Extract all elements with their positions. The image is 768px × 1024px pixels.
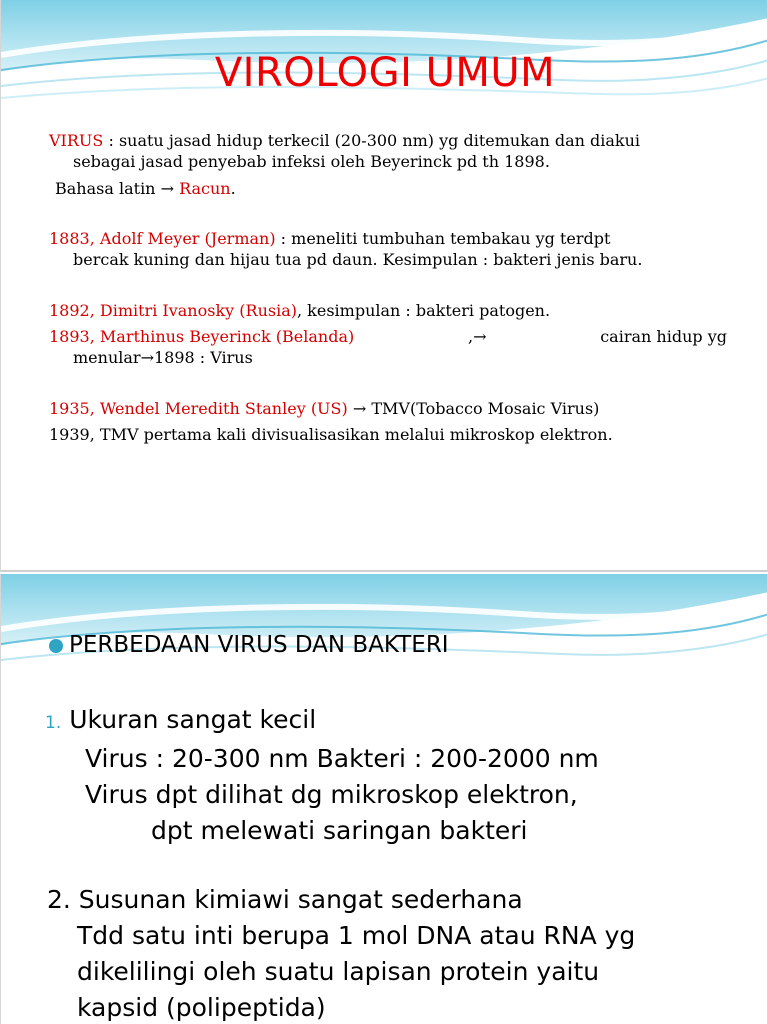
item-2-title: 2. Susunan kimiawi sangat sederhana	[47, 885, 523, 914]
beyerinck-name: 1893, Marthinus Beyerinck (Belanda)	[49, 327, 355, 346]
item-1-line-1: Virus : 20-300 nm Bakteri : 200-2000 nm	[85, 744, 599, 773]
beyerinck-entry: 1893, Marthinus Beyerinck (Belanda) ,→ cairan hidup yg menular→1898 : Virus	[49, 327, 727, 367]
beyerinck-text: cairan hidup yg	[600, 327, 727, 346]
slide-title: VIROLOGI UMUM	[214, 50, 556, 96]
latin-prefix: Bahasa latin	[55, 179, 161, 198]
virus-def-cont: sebagai jasad penyebab infeksi oleh Beyerinck pd th 1898.	[73, 152, 550, 171]
latin-suffix: .	[230, 179, 236, 198]
right-arrow-icon: →	[352, 399, 367, 418]
stanley-entry	[49, 398, 727, 419]
item-2-line-3: kapsid (polipeptida)	[77, 993, 326, 1022]
meyer-text-cont: bercak kuning dan hijau tua pd daun. Kesimpulan : bakteri jenis baru.	[73, 250, 643, 269]
slide-heading	[49, 632, 449, 658]
heading-text: PERBEDAAN VIRUS DAN BAKTERI	[69, 632, 449, 658]
meyer-entry	[49, 228, 727, 270]
ivanosky-name: 1892, Dimitri Ivanosky (Rusia)	[49, 301, 297, 320]
latin-line	[55, 178, 236, 199]
item-1	[45, 702, 765, 849]
bullet-dot-icon	[49, 639, 63, 653]
right-arrow-icon: →	[473, 327, 487, 346]
tmv-line: 1939, TMV pertama kali divisualisasikan melalui mikroskop elektron.	[49, 425, 613, 444]
virus-def-text: : suatu jasad hidup terkecil (20-300 nm) yg ditemukan dan diakui	[103, 131, 641, 150]
meyer-text: : meneliti tumbuhan tembakau yg terdpt	[275, 229, 611, 248]
virus-term: VIRUS	[49, 131, 104, 150]
latin-word: Racun	[179, 179, 231, 198]
stanley-name: 1935, Wendel Meredith Stanley (US)	[49, 399, 348, 418]
item-1-line-2: Virus dpt dilihat dg mikroskop elektron,	[85, 780, 578, 809]
right-arrow-icon: →	[140, 348, 154, 367]
item-2-line-1: Tdd satu inti berupa 1 mol DNA atau RNA yg	[77, 921, 636, 950]
item-1-line-3: dpt melewati saringan bakteri	[151, 816, 528, 845]
ivanosky-entry	[49, 300, 727, 321]
wave-header-decoration	[1, 574, 768, 684]
slide-2	[0, 574, 768, 1024]
virus-definition	[49, 130, 727, 172]
meyer-name: 1883, Adolf Meyer (Jerman)	[49, 229, 276, 248]
right-arrow-icon: →	[160, 179, 174, 198]
item-1-title: Ukuran sangat kecil	[69, 705, 317, 734]
item-2-line-2: dikelilingi oleh suatu lapisan protein yaitu	[77, 957, 600, 986]
stanley-text: TMV(Tobacco Mosaic Virus)	[366, 399, 600, 418]
ivanosky-text: , kesimpulan : bakteri patogen.	[296, 301, 551, 320]
item-2	[47, 882, 767, 1024]
item-1-number: 1.	[45, 713, 62, 733]
beyerinck-text-cont-b: 1898 : Virus	[153, 348, 253, 367]
beyerinck-text-cont-a: menular	[73, 348, 141, 367]
